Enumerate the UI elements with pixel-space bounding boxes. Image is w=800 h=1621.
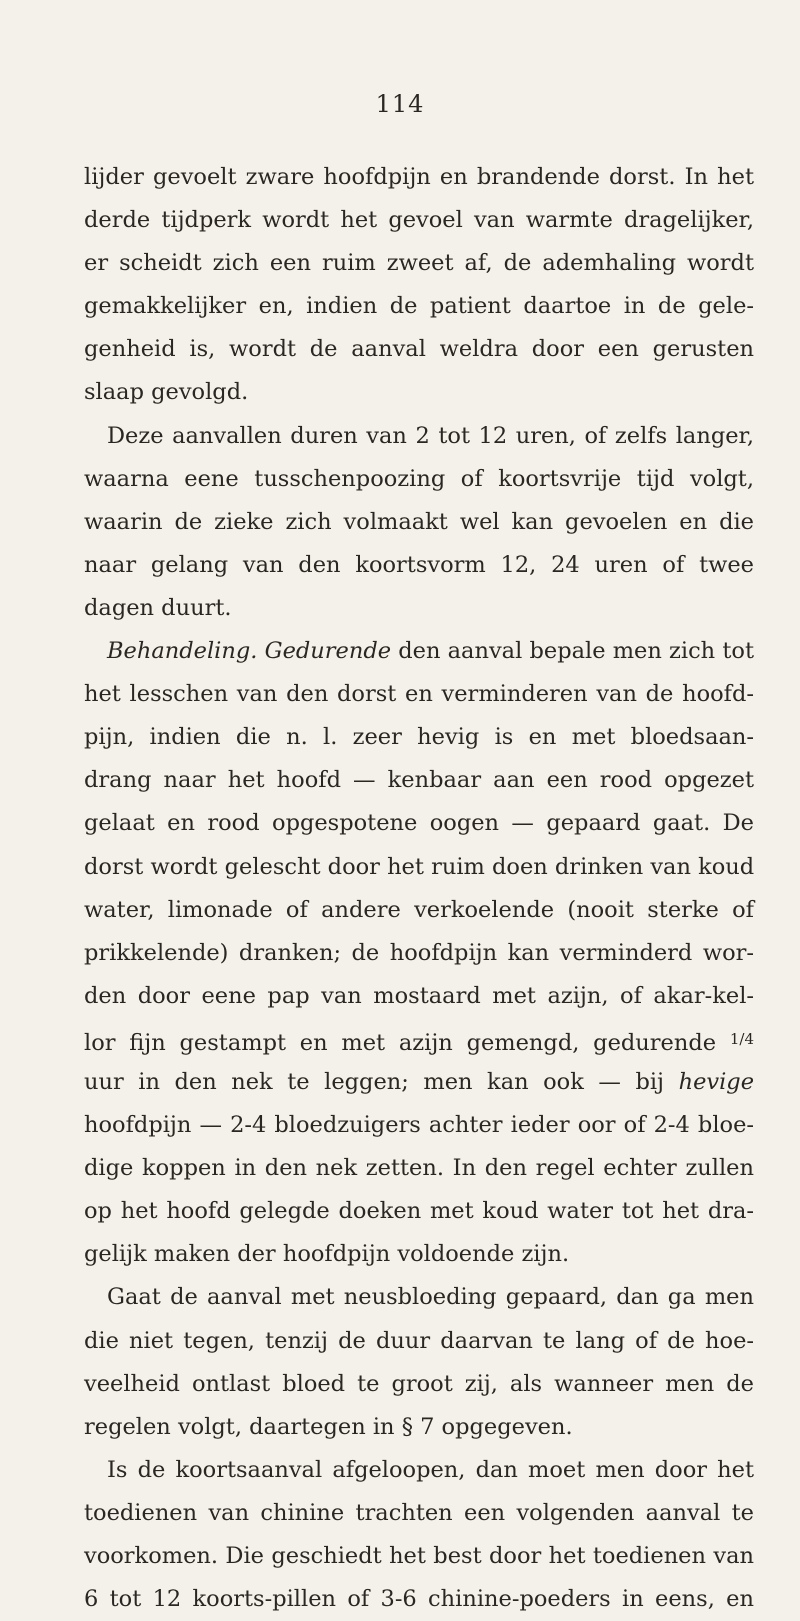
text-line: hoofdpijn — 2-4 bloedzuigers achter ieder oor of 2-4 bloe- [84, 1112, 754, 1139]
text-line: lijder gevoelt zware hoofdpijn en brandende dorst. In het [84, 164, 754, 190]
text-line: derde tijdperk wordt het gevoel van warmte dragelijker, [84, 207, 754, 234]
text-line: den door eene pap van mostaard met azijn, of akar-kel- [84, 982, 754, 1009]
text-line: Gaat de aanval met neusbloeding gepaard, dan ga men [107, 1284, 754, 1311]
text-line: water, limonade of andere verkoelende (nooit sterke of [84, 896, 754, 923]
text-line: Deze aanvallen duren van 2 tot 12 uren, of zelfs langer, [107, 422, 754, 449]
line-text: lor fijn gestampt en met azijn gemengd, gedurende [84, 1029, 717, 1056]
text-line: dorst wordt gelescht door het ruim doen drinken van koud [84, 853, 755, 880]
text-line: die niet tegen, tenzij de duur daarvan te lang of de hoe- [84, 1327, 754, 1354]
text-line: regelen volgt, daartegen in § 7 opgegeven. [84, 1413, 573, 1440]
text-line: gelaat en rood opgespotene oogen — gepaard gaat. De [84, 810, 754, 837]
text-line [84, 1018, 754, 1061]
text-line: op het hoofd gelegde doeken met koud water tot het dra- [84, 1198, 754, 1225]
body-text [84, 156, 754, 1621]
text-line: prikkelende) dranken; de hoofdpijn kan verminderd wor- [84, 939, 754, 966]
italic-word: Gedurende [264, 638, 392, 665]
text-line: 6 tot 12 koorts-pillen of 3-6 chinine-poeders in eens, en [84, 1586, 754, 1613]
text-line [84, 1061, 754, 1104]
text-line: slaap gevolgd. [84, 379, 249, 406]
text-line: gelijk maken der hoofdpijn voldoende zijn. [84, 1241, 570, 1268]
page-number: 114 [375, 90, 425, 118]
text-line: pijn, indien die n. l. zeer hevig is en met bloedsaan- [84, 724, 754, 751]
text-line: veelheid ontlast bloed te groot zij, als wanneer men de [84, 1370, 754, 1397]
text-line: dige koppen in den nek zetten. In den regel echter zullen [84, 1155, 754, 1182]
fraction: 1/4 [729, 1029, 754, 1048]
section-heading: Behandeling. [107, 638, 258, 665]
text-line: toedienen van chinine trachten een volgenden aanval te [84, 1499, 754, 1526]
text-line: dagen duurt. [84, 594, 232, 621]
text-line [84, 630, 754, 673]
text-line: waarin de zieke zich volmaakt wel kan gevoelen en die [84, 508, 754, 535]
line-text: den aanval bepale men zich tot [398, 638, 754, 665]
italic-word: hevige [678, 1068, 755, 1095]
text-line: waarna eene tusschenpoozing of koortsvrije tijd volgt, [84, 465, 754, 492]
text-line: het lesschen van den dorst en verminderen van de hoofd- [84, 681, 754, 708]
text-line: drang naar het hoofd — kenbaar aan een rood opgezet [84, 767, 754, 794]
text-line: er scheidt zich een ruim zweet af, de ademhaling wordt [84, 250, 754, 277]
text-line: naar gelang van den koortsvorm 12, 24 uren of twee [84, 551, 754, 578]
text-line: Is de koortsaanval afgeloopen, dan moet men door het [107, 1456, 754, 1483]
text-line: gemakkelijker en, indien de patient daartoe in de gele- [84, 293, 754, 320]
line-text: uur in den nek te leggen; men kan ook — bij [84, 1068, 665, 1095]
text-line: genheid is, wordt de aanval weldra door een gerusten [84, 336, 754, 363]
text-line: voorkomen. Die geschiedt het best door het toedienen van [84, 1543, 754, 1569]
